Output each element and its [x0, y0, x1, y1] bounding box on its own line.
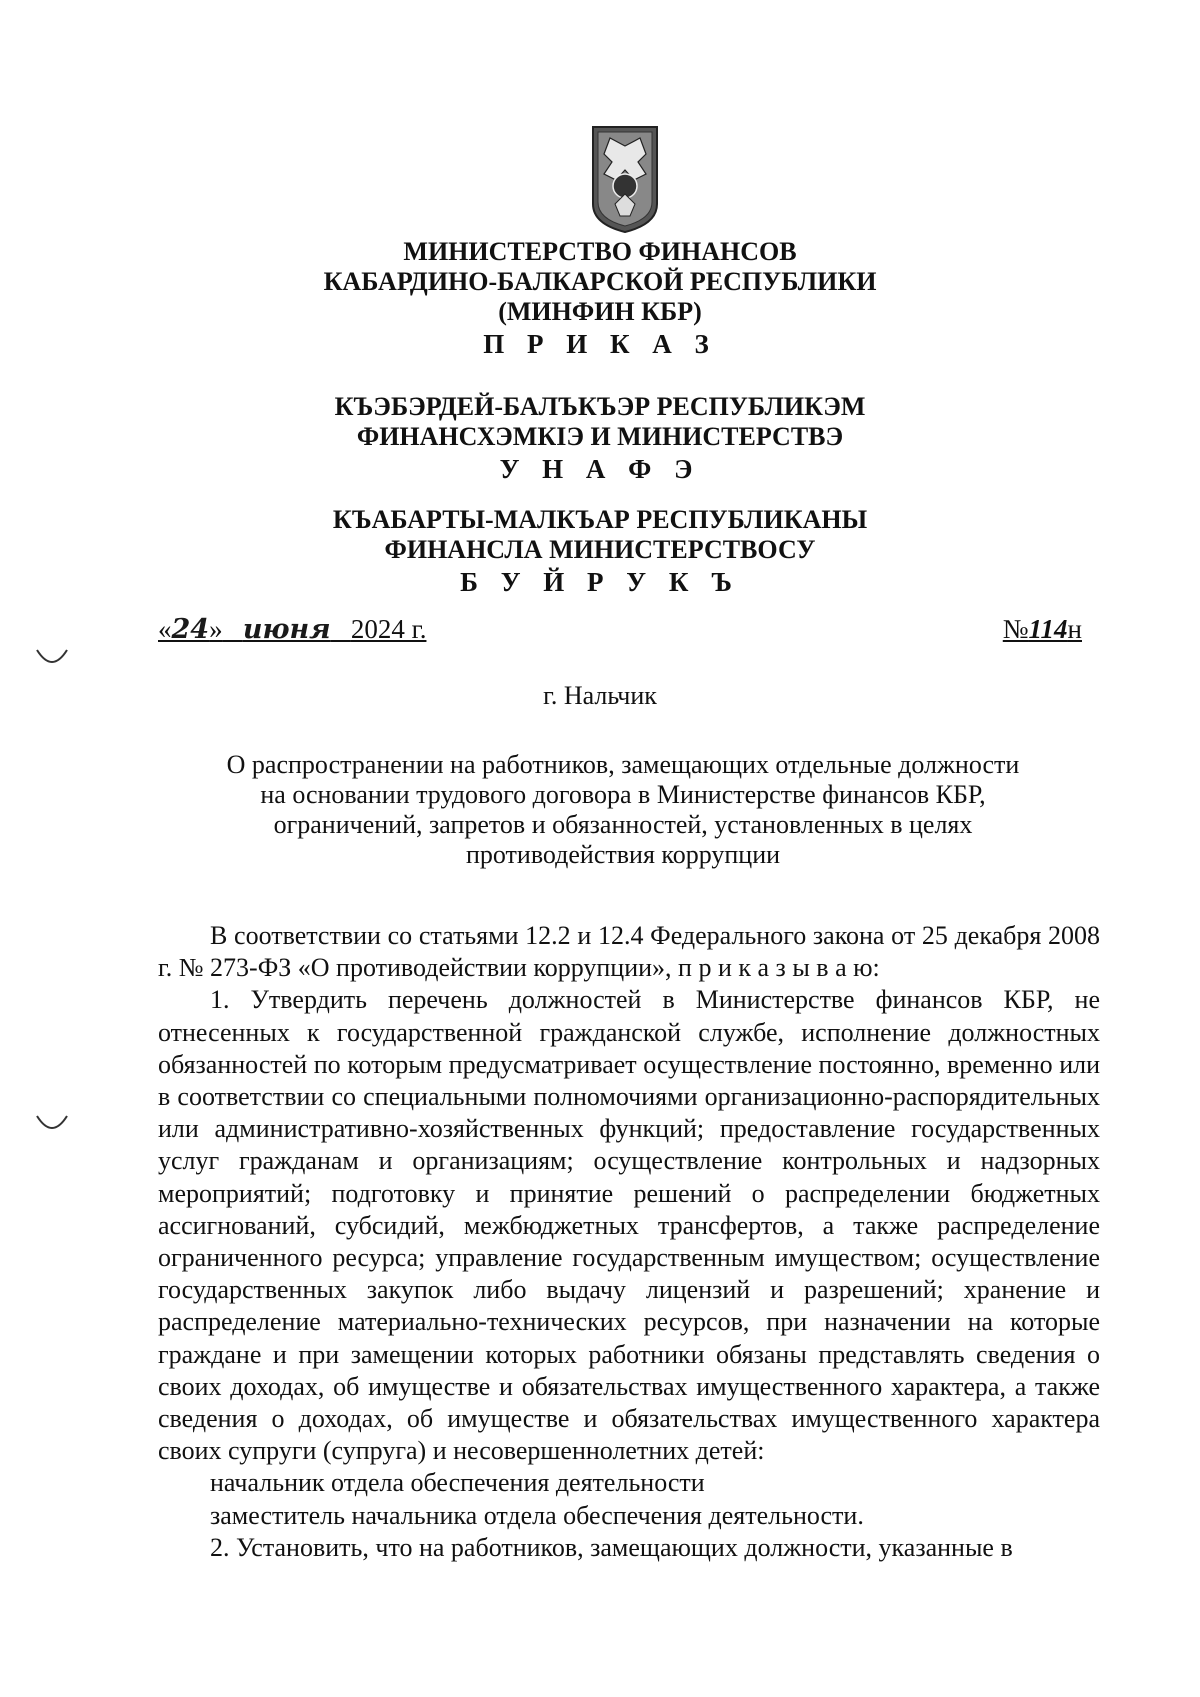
- position-1: начальник отдела обеспечения деятельности: [210, 1468, 705, 1498]
- header-kb-line2: ФИНАНСХЭМКIЭ И МИНИСТЕРСТВЭ: [356, 422, 844, 451]
- title-line3: ограничений, запретов и обязанностей, установленных в целях: [273, 810, 973, 839]
- title-line2: на основании трудового договора в Министерстве финансов КБР,: [260, 780, 986, 809]
- date-number-row: [158, 614, 1082, 654]
- date-day: 24: [171, 614, 210, 645]
- header-km-order: Б У Й Р У К Ъ: [460, 567, 740, 597]
- header-km-order-wrap: [0, 567, 1200, 598]
- header-ru-order-wrap: [0, 329, 1200, 360]
- order-title: [180, 750, 1066, 870]
- preamble-paragraph: В соответствии со статьями 12.2 и 12.4 Федерального закона от 25 декабря 2008 г. № 273-ФЗ «О противодействии коррупции», п р и к а з ы в а ю:: [158, 921, 1100, 983]
- header-ru-line2: КАБАРДИНО-БАЛКАРСКОЙ РЕСПУБЛИКИ: [323, 267, 877, 296]
- header-ru-order: П Р И К А З: [483, 329, 717, 359]
- header-ru-line1: МИНИСТЕРСТВО ФИНАНСОВ: [403, 237, 797, 266]
- title-line4: противодействия коррупции: [465, 840, 781, 869]
- date-close-quote: »: [209, 614, 223, 644]
- date-open-quote: «: [158, 614, 172, 644]
- order-number: [1003, 614, 1082, 645]
- position-2: заместитель начальника отдела обеспечения деятельности.: [210, 1500, 864, 1530]
- order-body: [158, 920, 1100, 1564]
- title-line1: О распространении на работников, замещающих отдельные должности: [226, 750, 1020, 779]
- header-ru-line3: (МИНФИН КБР): [498, 297, 702, 326]
- coat-of-arms-emblem: [590, 124, 660, 234]
- header-kb-line1: КЪЭБЭРДЕЙ-БАЛЪКЪЭР РЕСПУБЛИКЭМ: [334, 392, 866, 421]
- item-1-paragraph: 1. Утвердить перечень должностей в Министерстве финансов КБР, не отнесенных к государственной гражданской службе, исполнение должностных обязанностей по которым предусматривает осуществление постоянно, временно или в соответствии со специальными полномочиями организационно-распорядительных или административно-хозяйственных функций; предоставление государственных услуг гражданам и организациям; осуществление контрольных и надзорных мероприятий; подготовку и принятие решений о распределении бюджетных ассигнований, субсидий, межбюджетных трансфертов, а также распределение ограниченного ресурса; управление государственным имуществом; осуществление государственных закупок либо выдачу лицензий и разрешений; хранение и распределение материально-технических ресурсов, при назначении на которые граждане и при замещении которых работники обязаны представлять сведения о своих доходах, об имуществе и обязательствах имущественного характера, а также сведения о доходах, об имуществе и обязательствах имущественного характера своих супруги (супруга) и несовершеннолетних детей:: [158, 985, 1100, 1466]
- date-year: 2024 г.: [350, 614, 427, 644]
- date-month: июня: [242, 614, 331, 645]
- header-km-line2: ФИНАНСЛА МИНИСТЕРСТВОСУ: [384, 535, 816, 564]
- city-name: г. Нальчик: [543, 681, 657, 710]
- order-date: [158, 614, 426, 645]
- header-kb-order-wrap: [0, 454, 1200, 485]
- punch-mark-icon: [34, 1112, 70, 1136]
- item-2-paragraph: 2. Установить, что на работников, замещающих должности, указанные в: [210, 1532, 1013, 1562]
- header-km-line1: КЪАБАРТЫ-МАЛКЪАР РЕСПУБЛИКАНЫ: [332, 505, 868, 534]
- order-number-value: 114: [1028, 614, 1068, 644]
- header-kb-order: У Н А Ф Э: [499, 454, 701, 484]
- order-number-prefix: №: [1002, 614, 1029, 644]
- punch-mark-icon: [34, 646, 70, 670]
- order-number-suffix: н: [1067, 614, 1082, 644]
